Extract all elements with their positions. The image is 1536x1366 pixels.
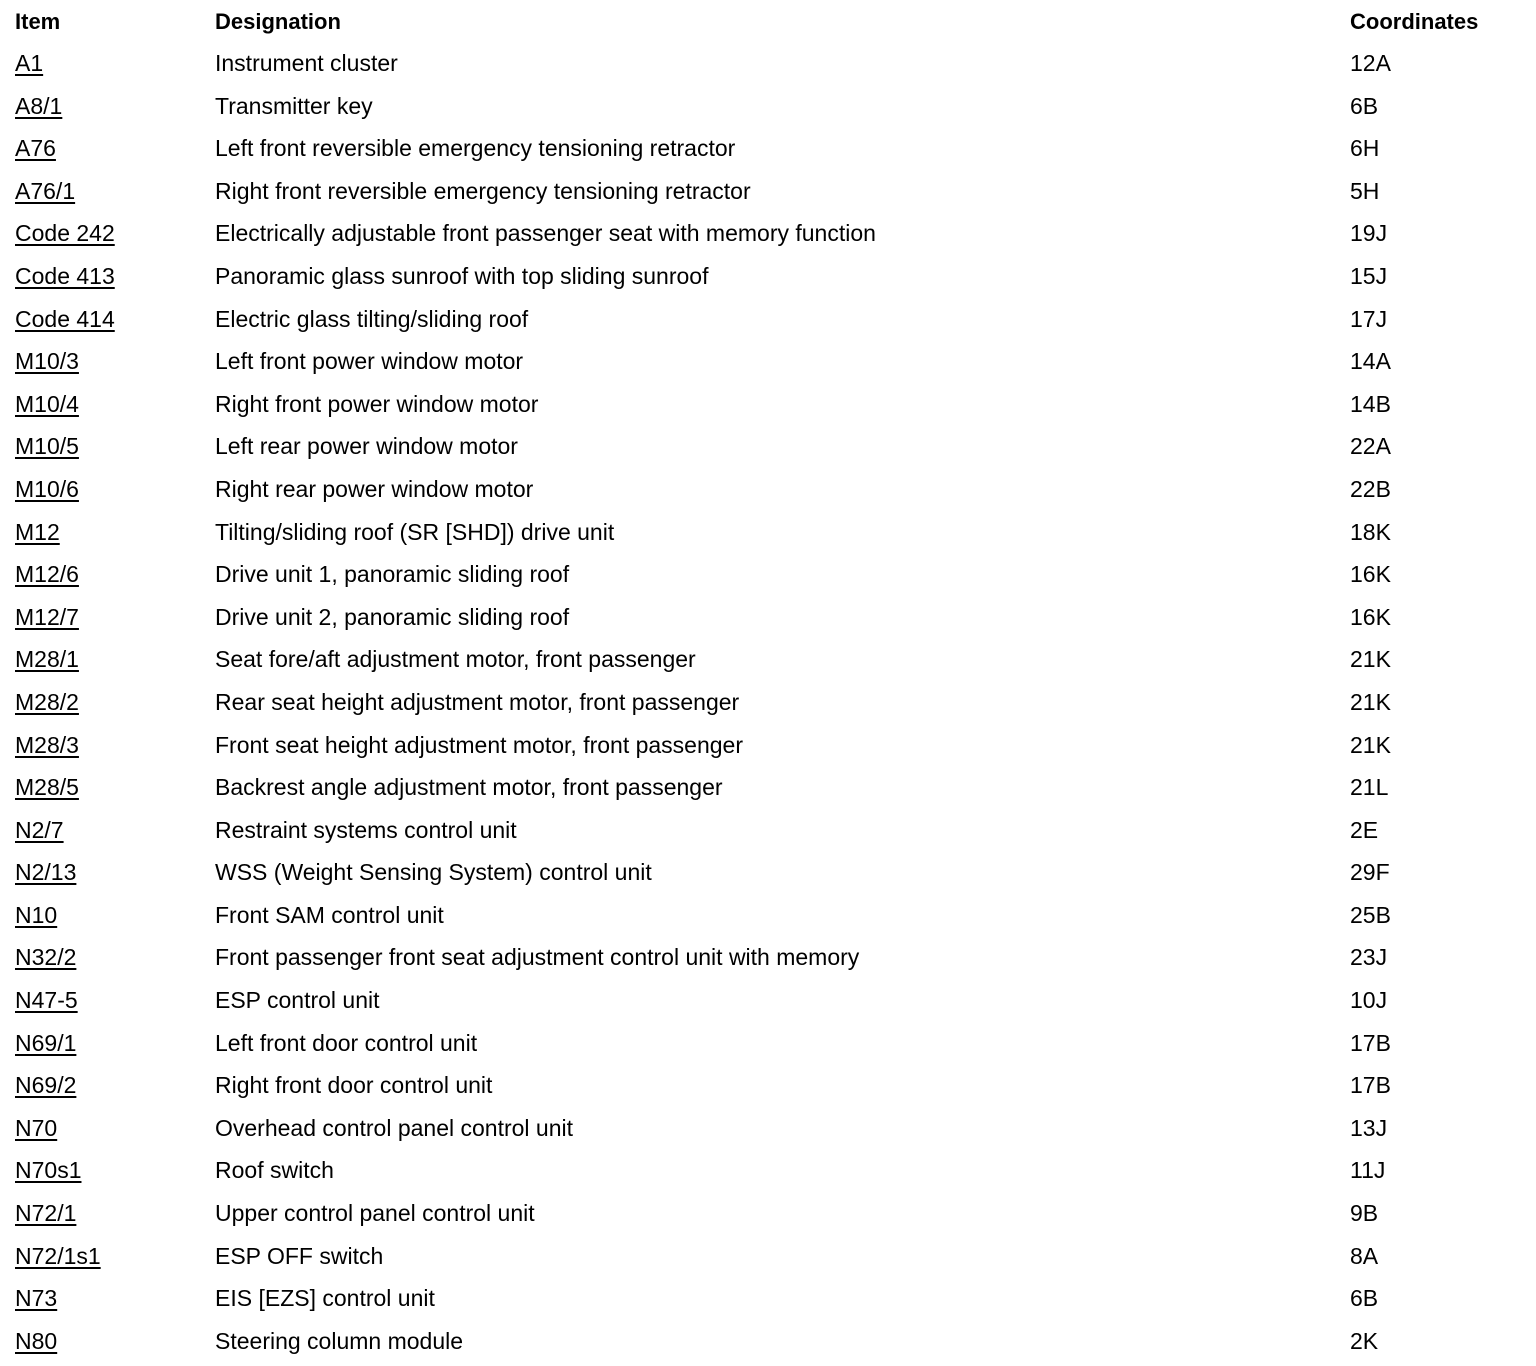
item-link[interactable]: M28/1 (15, 646, 79, 673)
designation-text: Upper control panel control unit (215, 1200, 535, 1227)
coordinates-text: 5H (1350, 177, 1380, 204)
coordinates-text: 21L (1350, 774, 1389, 801)
coordinates-text: 11J (1350, 1157, 1386, 1184)
designation-text: Left front door control unit (215, 1029, 478, 1056)
coordinates-text: 6H (1350, 135, 1380, 162)
coordinates-text: 2E (1350, 816, 1379, 843)
designation-text: Drive unit 2, panoramic sliding roof (215, 603, 570, 630)
item-link[interactable]: N47-5 (15, 987, 78, 1014)
item-link[interactable]: N72/1 (15, 1200, 77, 1227)
item-link[interactable]: M10/6 (15, 475, 79, 502)
item-link[interactable]: M28/2 (15, 688, 79, 715)
designation-text: EIS [EZS] control unit (215, 1285, 435, 1312)
header-designation: Designation (215, 9, 341, 34)
item-link[interactable]: N2/7 (15, 816, 64, 843)
table-row (0, 809, 1536, 852)
table-row (0, 212, 1536, 255)
coordinates-text: 18K (1350, 518, 1391, 545)
designation-text: Panoramic glass sunroof with top sliding sunroof (215, 262, 709, 289)
table-row (0, 255, 1536, 298)
table-row (0, 1277, 1536, 1320)
coordinates-text: 21K (1350, 731, 1391, 758)
table-row (0, 511, 1536, 554)
table-row (0, 979, 1536, 1022)
coordinates-text: 14B (1350, 390, 1391, 417)
item-link[interactable]: M28/5 (15, 774, 79, 801)
designation-text: Transmitter key (215, 92, 373, 119)
item-link[interactable]: N72/1s1 (15, 1242, 101, 1269)
table-row (0, 553, 1536, 596)
table-row (0, 1320, 1536, 1363)
item-link[interactable]: M10/3 (15, 348, 79, 375)
coordinates-text: 22B (1350, 475, 1391, 502)
table-row (0, 1192, 1536, 1235)
designation-text: ESP control unit (215, 987, 380, 1014)
table-row (0, 936, 1536, 979)
designation-text: WSS (Weight Sensing System) control unit (215, 859, 652, 886)
item-link[interactable]: Code 413 (15, 262, 115, 289)
header-coordinates: Coordinates (1350, 9, 1479, 34)
coordinates-text: 13J (1350, 1114, 1388, 1141)
coordinates-text: 25B (1350, 901, 1391, 928)
table-row (0, 596, 1536, 639)
coordinates-text: 16K (1350, 561, 1391, 588)
table-row (0, 340, 1536, 383)
coordinates-text: 22A (1350, 433, 1391, 460)
coordinates-text: 10J (1350, 987, 1388, 1014)
designation-text: Left front power window motor (215, 348, 524, 375)
designation-text: Front seat height adjustment motor, front passenger (215, 731, 744, 758)
item-link[interactable]: M10/5 (15, 433, 79, 460)
item-link[interactable]: N70 (15, 1114, 58, 1141)
table-row (0, 1235, 1536, 1278)
item-link[interactable]: N2/13 (15, 859, 77, 886)
coordinates-text: 17B (1350, 1029, 1391, 1056)
designation-text: Right rear power window motor (215, 475, 534, 502)
designation-text: Rear seat height adjustment motor, front passenger (215, 688, 740, 715)
item-link[interactable]: A1 (15, 50, 44, 76)
designation-text: Electric glass tilting/sliding roof (215, 305, 529, 332)
table-row (0, 298, 1536, 341)
item-link[interactable]: N80 (15, 1327, 58, 1354)
designation-text: Right front door control unit (215, 1072, 493, 1099)
coordinates-text: 21K (1350, 688, 1391, 715)
table-row (0, 766, 1536, 809)
table-row (0, 170, 1536, 213)
designation-text: Electrically adjustable front passenger seat with memory function (215, 220, 876, 247)
item-link[interactable]: N10 (15, 901, 58, 928)
coordinates-text: 17J (1350, 305, 1388, 332)
table-header-row (0, 0, 1536, 42)
coordinates-text: 9B (1350, 1200, 1379, 1227)
coordinates-text: 6B (1350, 1285, 1379, 1312)
table-row (0, 1149, 1536, 1192)
item-link[interactable]: Code 242 (15, 220, 115, 247)
table-row (0, 383, 1536, 426)
table-row (0, 724, 1536, 767)
designation-text: Roof switch (215, 1157, 334, 1184)
coordinates-text: 14A (1350, 348, 1391, 375)
table-row (0, 425, 1536, 468)
item-link[interactable]: M12/6 (15, 561, 79, 588)
designation-text: Instrument cluster (215, 50, 398, 76)
coordinates-text: 8A (1350, 1242, 1379, 1269)
item-link[interactable]: A76 (15, 135, 56, 162)
coordinates-text: 29F (1350, 859, 1390, 886)
designation-text: Backrest angle adjustment motor, front passenger (215, 774, 723, 801)
item-link[interactable]: N70s1 (15, 1157, 82, 1184)
table-row (0, 127, 1536, 170)
coordinates-text: 19J (1350, 220, 1388, 247)
item-link[interactable]: M28/3 (15, 731, 79, 758)
table-row (0, 1022, 1536, 1065)
designation-text: Overhead control panel control unit (215, 1114, 573, 1141)
designation-text: Seat fore/aft adjustment motor, front passenger (215, 646, 696, 673)
item-link[interactable]: A76/1 (15, 177, 76, 204)
item-link[interactable]: N69/1 (15, 1029, 77, 1056)
table-body (0, 42, 1536, 1362)
designation-text: Drive unit 1, panoramic sliding roof (215, 561, 570, 588)
item-link[interactable]: M12/7 (15, 603, 79, 630)
header-item: Item (15, 9, 61, 34)
table-row (0, 851, 1536, 894)
designation-text: Left front reversible emergency tensioning retractor (215, 135, 736, 162)
designation-text: Right front reversible emergency tensioning retractor (215, 177, 751, 204)
designation-text: Tilting/sliding roof (SR [SHD]) drive unit (215, 518, 615, 545)
designation-text: Front passenger front seat adjustment control unit with memory (215, 944, 860, 971)
coordinates-text: 21K (1350, 646, 1391, 673)
table-row (0, 894, 1536, 937)
designation-text: Front SAM control unit (215, 901, 444, 928)
item-link[interactable]: N69/2 (15, 1072, 77, 1099)
table-row (0, 681, 1536, 724)
item-link[interactable]: N73 (15, 1285, 58, 1312)
coordinates-text: 16K (1350, 603, 1391, 630)
table-row (0, 638, 1536, 681)
coordinates-text: 23J (1350, 944, 1388, 971)
designation-text: Steering column module (215, 1327, 464, 1354)
coordinates-text: 17B (1350, 1072, 1391, 1099)
designation-text: Restraint systems control unit (215, 816, 517, 843)
table-row (0, 1064, 1536, 1107)
designation-text: ESP OFF switch (215, 1242, 384, 1269)
item-link[interactable]: A8/1 (15, 92, 63, 119)
coordinates-text: 6B (1350, 92, 1379, 119)
designation-text: Right front power window motor (215, 390, 539, 417)
designation-text: Left rear power window motor (215, 433, 518, 460)
table-row (0, 468, 1536, 511)
item-link[interactable]: M12 (15, 518, 60, 545)
item-link[interactable]: Code 414 (15, 305, 115, 332)
table-row (0, 42, 1536, 85)
item-link[interactable]: M10/4 (15, 390, 79, 417)
item-link[interactable]: N32/2 (15, 944, 77, 971)
coordinates-text: 12A (1350, 50, 1391, 76)
coordinates-text: 2K (1350, 1327, 1379, 1354)
coordinates-text: 15J (1350, 262, 1388, 289)
table-row (0, 85, 1536, 128)
table-row (0, 1107, 1536, 1150)
